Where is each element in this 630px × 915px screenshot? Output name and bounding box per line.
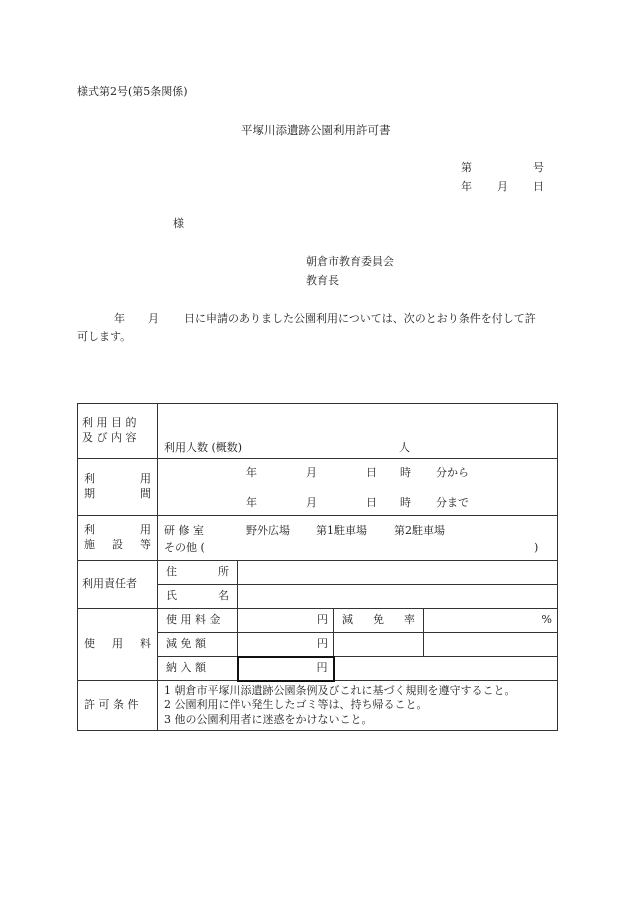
payment-blank-cell (334, 657, 558, 681)
purpose-field[interactable] (158, 404, 558, 459)
issuer-org: 朝倉市教育委員会 (306, 255, 394, 268)
start-minute: 分から (436, 465, 469, 479)
doc-number-go: 号 (533, 161, 544, 174)
condition-item: 3 他の公園利用者に迷惑をかけないこと。 (164, 713, 373, 727)
intro-month: 月 (148, 312, 159, 325)
usage-fee-label: 使 用 料 金 (158, 609, 238, 633)
exemption-blank-cell (334, 633, 424, 657)
facility-option-parking-1[interactable]: 第1駐車場 (316, 523, 367, 537)
purpose-label: 利 用 目 的 及 び 内 容 (78, 404, 158, 459)
people-count-unit: 人 (399, 441, 410, 454)
doc-date-year: 年 (461, 180, 472, 193)
facility-row (78, 516, 558, 561)
start-hour: 時 (400, 465, 411, 479)
start-month: 月 (306, 465, 317, 479)
addressee-suffix: 様 (173, 217, 184, 230)
start-year: 年 (246, 465, 257, 479)
doc-date-day: 日 (533, 180, 544, 193)
issuer-role: 教育長 (306, 274, 339, 287)
intro-text-line1: 日に申請のありました公園利用については、次のとおり条件を付して許 (184, 312, 536, 325)
purpose-row (78, 404, 558, 459)
fee-label: 使 用 料 (78, 609, 158, 681)
name-field[interactable] (238, 585, 558, 609)
facility-label: 利 用 施 設 等 (78, 516, 158, 561)
doc-number-dai: 第 (461, 161, 472, 174)
address-label: 住 所 (158, 561, 238, 585)
payment-amount-label: 納 入 額 (158, 657, 238, 681)
end-month: 月 (306, 495, 317, 509)
period-label: 利 用 期 間 (78, 459, 158, 516)
responsible-label: 利用責任者 (78, 561, 158, 609)
start-day: 日 (366, 465, 377, 479)
facility-other-close: ) (534, 540, 539, 554)
facility-other-label: その他 ( (164, 540, 205, 554)
payment-amount-field[interactable]: 円 (238, 657, 334, 681)
condition-item: 1 朝倉市平塚川添遺跡公園条例及びこれに基づく規則を遵守すること。 (164, 683, 516, 697)
intro-text-line2: 可します。 (77, 330, 132, 343)
end-hour: 時 (400, 495, 411, 509)
end-year: 年 (246, 495, 257, 509)
facility-option-training-room[interactable]: 研 修 室 (164, 523, 204, 537)
condition-item: 2 公園利用に伴い発生したゴミ等は、持ち帰ること。 (164, 698, 428, 712)
period-field[interactable] (158, 459, 558, 516)
usage-fee-field[interactable]: 円 (238, 609, 334, 633)
responsible-address-row (78, 561, 558, 585)
facility-option-parking-2[interactable]: 第2駐車場 (394, 523, 445, 537)
conditions-list (158, 681, 558, 731)
facility-option-outdoor-plaza[interactable]: 野外広場 (246, 523, 290, 537)
exemption-rate-field[interactable]: % (424, 609, 558, 633)
end-day: 日 (366, 495, 377, 509)
period-row (78, 459, 558, 516)
fee-usage-row (78, 609, 558, 633)
permit-table (77, 403, 558, 731)
exemption-blank-cell-2 (424, 633, 558, 657)
address-field[interactable] (238, 561, 558, 585)
form-number: 様式第2号(第5条関係) (77, 85, 188, 98)
doc-date-month: 月 (497, 180, 508, 193)
people-count-label: 利用人数 (概数) (164, 441, 243, 454)
conditions-label: 許 可 条 件 (78, 681, 158, 731)
conditions-row (78, 681, 558, 731)
exemption-rate-label: 減 免 率 (334, 609, 424, 633)
page-title: 平塚川添遺跡公園利用許可書 (241, 123, 391, 137)
exemption-amount-field[interactable]: 円 (238, 633, 334, 657)
name-label: 氏 名 (158, 585, 238, 609)
exemption-amount-label: 減 免 額 (158, 633, 238, 657)
facility-field[interactable] (158, 516, 558, 561)
end-minute: 分まで (436, 495, 469, 509)
intro-year: 年 (114, 312, 125, 325)
